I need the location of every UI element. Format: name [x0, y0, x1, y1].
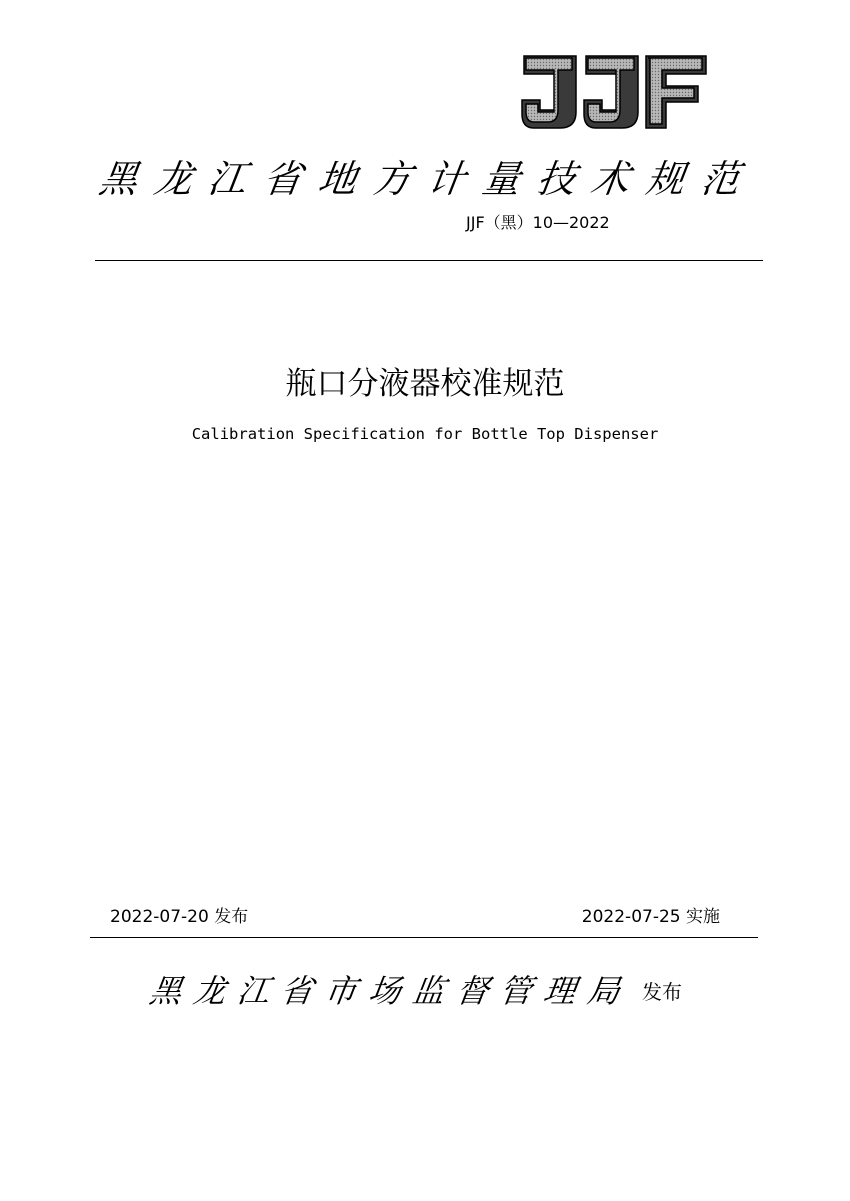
org-char: 龙	[151, 156, 196, 201]
issuer-char: 省	[278, 972, 316, 1010]
issuer-char: 场	[366, 972, 404, 1010]
org-char: 规	[643, 156, 688, 201]
title-english: Calibration Specification for Bottle Top Dispenser	[191, 425, 659, 443]
standard-number: JJF（黑）10—2022	[466, 213, 610, 232]
issue-date: 2022-07-20 发布	[110, 907, 249, 927]
issuer-char: 管	[497, 972, 535, 1010]
org-char: 技	[534, 156, 579, 201]
standard-org-title	[96, 150, 743, 201]
title-chinese: 瓶口分液器校准规范	[285, 366, 565, 402]
org-char: 计	[424, 156, 469, 201]
org-char: 量	[479, 156, 524, 201]
logo-letter-j1	[522, 56, 576, 128]
issuing-authority	[147, 964, 623, 1014]
issuer-char: 江	[234, 972, 272, 1010]
org-char: 黑	[96, 156, 141, 201]
org-char: 方	[370, 156, 415, 201]
logo-letter-f	[646, 56, 706, 128]
issuer-char: 龙	[190, 972, 229, 1010]
org-char: 江	[205, 156, 251, 201]
org-char: 地	[315, 156, 360, 201]
issuer-char: 理	[541, 972, 579, 1010]
implementation-date: 2022-07-25 实施	[581, 907, 720, 927]
org-char: 省	[260, 156, 305, 201]
top-divider	[95, 260, 763, 261]
issuer-char: 市	[322, 972, 360, 1010]
issuer-char: 局	[585, 972, 623, 1010]
org-char: 术	[588, 156, 634, 201]
issuer-char: 督	[453, 972, 491, 1010]
issuer-char: 黑	[147, 972, 185, 1010]
issued-label: 发布	[642, 980, 682, 1004]
jjf-logo	[518, 52, 710, 132]
org-char: 范	[698, 156, 743, 201]
logo-letter-j2	[584, 56, 638, 128]
issuer-char: 监	[409, 972, 448, 1010]
bottom-divider	[90, 937, 758, 938]
